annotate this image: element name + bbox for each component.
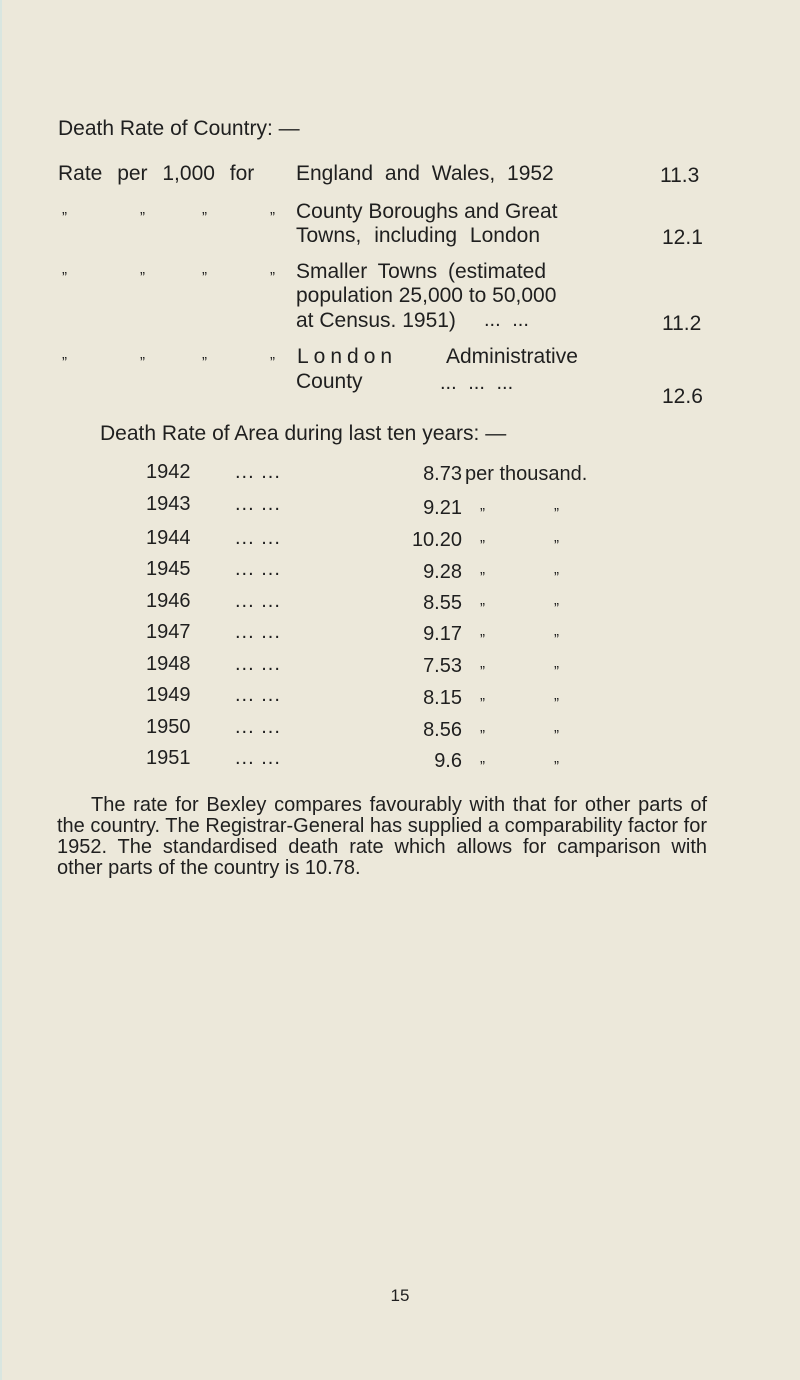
- leader-dots: ... ...: [235, 621, 281, 643]
- unit-label: per thousand.: [465, 463, 588, 485]
- comparison-paragraph: The rate for Bexley compares favourably with that for other parts of the country. The Registrar-General has supplied a comparability factor for 1952. The standardised death rate which allows for camparison with other parts of the country is 10.78.: [57, 794, 707, 879]
- ditto-mark: ”: [140, 209, 146, 226]
- death-rate-value: 9.6: [434, 750, 462, 772]
- row-london-label-line2: County: [296, 370, 363, 393]
- leader-dots: ... ...: [235, 653, 281, 675]
- page-number: 15: [390, 1286, 410, 1305]
- year-label: 1942: [146, 461, 191, 483]
- ditto-mark: ”: [140, 269, 146, 286]
- row-london-label-word2: Administrative: [446, 345, 578, 368]
- rate-lead-text: Rate per 1,000 for: [58, 162, 255, 185]
- ditto-mark: ”: [554, 631, 560, 648]
- ditto-mark: ”: [554, 727, 560, 744]
- death-rate-value: 9.17: [423, 623, 462, 645]
- year-label: 1943: [146, 493, 191, 515]
- ditto-mark: ”: [554, 600, 560, 617]
- ditto-mark: ”: [480, 569, 486, 586]
- row-smaller-towns-label-line3: at Census. 1951): [296, 309, 456, 332]
- row-county-boroughs-label-line2: Towns, including London: [296, 224, 540, 247]
- row-smaller-towns-label-line1: Smaller Towns (estimated: [296, 260, 547, 283]
- page-edge: [0, 0, 2, 1380]
- ditto-mark: ”: [202, 209, 208, 226]
- year-label: 1951: [146, 747, 191, 769]
- ditto-mark: ”: [480, 663, 486, 680]
- ditto-mark: ”: [554, 537, 560, 554]
- ditto-mark: ”: [480, 537, 486, 554]
- ditto-mark: ”: [62, 354, 68, 371]
- row-smaller-towns-value: 11.2: [662, 312, 702, 335]
- area-heading: Death Rate of Area during last ten years: —: [100, 422, 507, 445]
- ditto-mark: ”: [480, 505, 486, 522]
- death-rate-value: 8.56: [423, 719, 462, 741]
- ditto-mark: ”: [480, 758, 486, 775]
- year-label: 1946: [146, 590, 191, 612]
- ditto-mark: ”: [480, 727, 486, 744]
- ditto-mark: ”: [62, 209, 68, 226]
- year-label: 1944: [146, 527, 191, 549]
- death-rate-value: 9.21: [423, 497, 462, 519]
- ditto-mark: ”: [270, 209, 276, 226]
- year-label: 1949: [146, 684, 191, 706]
- row-london-leader-dots: ... ... ...: [440, 372, 514, 394]
- ditto-mark: ”: [554, 569, 560, 586]
- leader-dots: ... ...: [235, 747, 281, 769]
- ditto-mark: ”: [62, 269, 68, 286]
- year-label: 1948: [146, 653, 191, 675]
- country-heading: Death Rate of Country: —: [58, 117, 300, 140]
- leader-dots: ... ...: [235, 716, 281, 738]
- ditto-mark: ”: [480, 631, 486, 648]
- leader-dots: ... ...: [235, 558, 281, 580]
- ditto-mark: ”: [554, 758, 560, 775]
- death-rate-value: 8.73: [423, 463, 462, 485]
- death-rate-value: 9.28: [423, 561, 462, 583]
- death-rate-value: 7.53: [423, 655, 462, 677]
- leader-dots: ... ...: [235, 590, 281, 612]
- year-label: 1947: [146, 621, 191, 643]
- ditto-mark: ”: [270, 269, 276, 286]
- death-rate-value: 8.15: [423, 687, 462, 709]
- ditto-mark: ”: [554, 505, 560, 522]
- row-england-wales-label: England and Wales, 1952: [296, 162, 554, 185]
- ditto-mark: ”: [140, 354, 146, 371]
- ditto-mark: ”: [480, 600, 486, 617]
- row-county-boroughs-value: 12.1: [662, 226, 703, 249]
- row-smaller-towns-label-line2: population 25,000 to 50,000: [296, 284, 557, 307]
- ditto-mark: ”: [554, 663, 560, 680]
- row-county-boroughs-label-line1: County Boroughs and Great: [296, 200, 558, 223]
- year-label: 1945: [146, 558, 191, 580]
- row-england-wales-value: 11.3: [660, 164, 700, 187]
- death-rate-value: 10.20: [411, 529, 462, 551]
- death-rate-value: 8.55: [423, 592, 462, 614]
- ditto-mark: ”: [480, 695, 486, 712]
- leader-dots: ... ...: [235, 684, 281, 706]
- ditto-mark: ”: [554, 695, 560, 712]
- leader-dots: ... ...: [235, 527, 281, 549]
- ditto-mark: ”: [202, 269, 208, 286]
- row-london-value: 12.6: [662, 385, 703, 408]
- ditto-mark: ”: [270, 354, 276, 371]
- row-london-label-word1: London: [297, 345, 398, 368]
- year-label: 1950: [146, 716, 191, 738]
- leader-dots: ... ...: [235, 493, 281, 515]
- row-smaller-towns-leader-dots: ... ...: [484, 309, 529, 331]
- leader-dots: ... ...: [235, 461, 281, 483]
- ditto-mark: ”: [202, 354, 208, 371]
